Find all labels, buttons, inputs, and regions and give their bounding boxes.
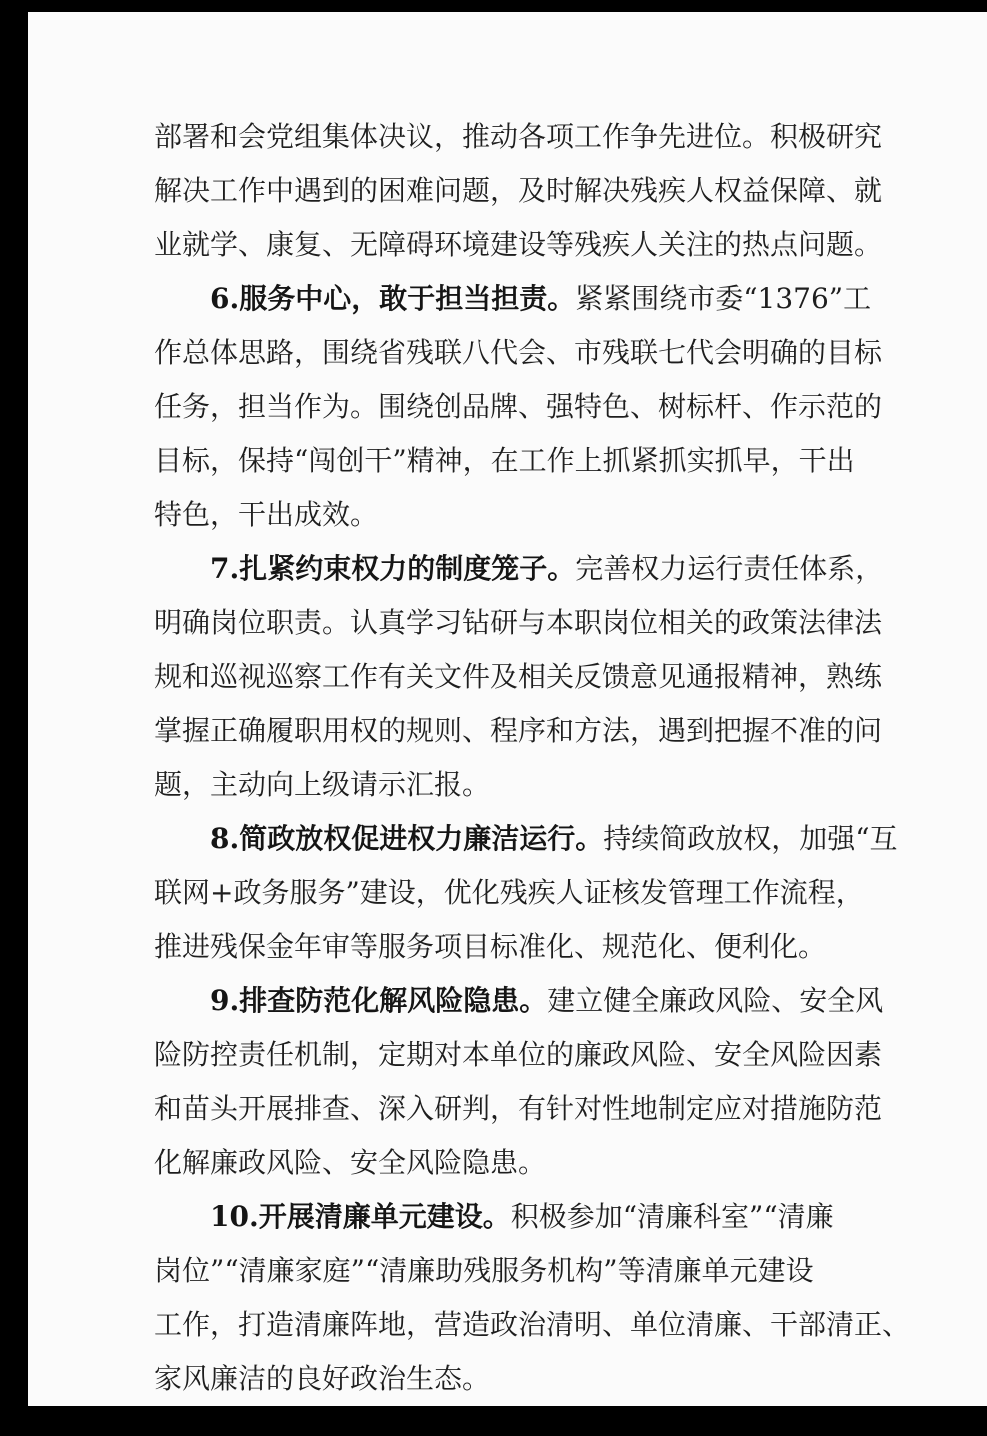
text-line: 和苗头开展排查、深入研判，有针对性地制定应对措施防范 [154,1092,883,1125]
text-line: 任务，担当作为。围绕创品牌、强特色、树标杆、作示范的 [154,390,883,423]
text-line: 特色，干出成效。 [154,498,379,531]
item-7-first-line [154,542,934,596]
text-line: 推进残保金年审等服务项目标准化、规范化、便利化。 [154,930,827,963]
item-6-heading: 6.服务中心，敢于担当担责。 [210,282,576,315]
item-7-heading: 7.扎紧约束权力的制度笼子。 [210,552,576,585]
text-line: 化解廉政风险、安全风险隐患。 [154,1146,547,1179]
item-8-first-text: 持续简政放权，加强“互 [603,822,898,855]
text-line: 联网+政务服务”建设，优化残疾人证核发管理工作流程， [154,876,864,909]
text-line: 题，主动向上级请示汇报。 [154,768,491,801]
text-line: 险防控责任机制，定期对本单位的廉政风险、安全风险因素 [154,1038,883,1071]
item-7-first-text: 完善权力运行责任体系， [575,552,884,585]
text-line: 目标，保持“闯创干”精神，在工作上抓紧抓实抓早，干出 [154,444,855,477]
item-9-first-line [154,974,934,1028]
text-line: 解决工作中遇到的困难问题，及时解决残疾人权益保障、就 [154,174,883,207]
document-page [28,12,987,1406]
item-8-first-line [154,812,934,866]
text-line: 明确岗位职责。认真学习钻研与本职岗位相关的政策法律法 [154,606,883,639]
text-line: 规和巡视巡察工作有关文件及相关反馈意见通报精神，熟练 [154,660,883,693]
text-line: 工作，打造清廉阵地，营造政治清明、单位清廉、干部清正、 [154,1308,911,1341]
text-line: 家风廉洁的良好政治生态。 [154,1362,491,1395]
item-9-first-text: 建立健全廉政风险、安全风 [547,984,884,1017]
item-6-first-line [154,272,934,326]
text-line: 掌握正确履职用权的规则、程序和方法，遇到把握不准的问 [154,714,883,747]
text-line: 岗位”“清廉家庭”“清廉助残服务机构”等清廉单元建设 [154,1254,814,1287]
text-line: 作总体思路，围绕省残联八代会、市残联七代会明确的目标 [154,336,883,369]
text-line: 业就学、康复、无障碍环境建设等残疾人关注的热点问题。 [154,228,883,261]
item-8-heading: 8.简政放权促进权力廉洁运行。 [210,822,604,855]
item-9-heading: 9.排查防范化解风险隐患。 [210,984,548,1017]
item-10-first-text: 积极参加“清廉科室”“清廉 [510,1200,834,1233]
item-10-heading: 10.开展清廉单元建设。 [210,1200,511,1233]
document-body [154,110,934,1406]
text-line: 部署和会党组集体决议，推动各项工作争先进位。积极研究 [154,120,883,153]
item-10-first-line [154,1190,934,1244]
item-6-first-text: 紧紧围绕市委“1376”工 [575,282,872,315]
